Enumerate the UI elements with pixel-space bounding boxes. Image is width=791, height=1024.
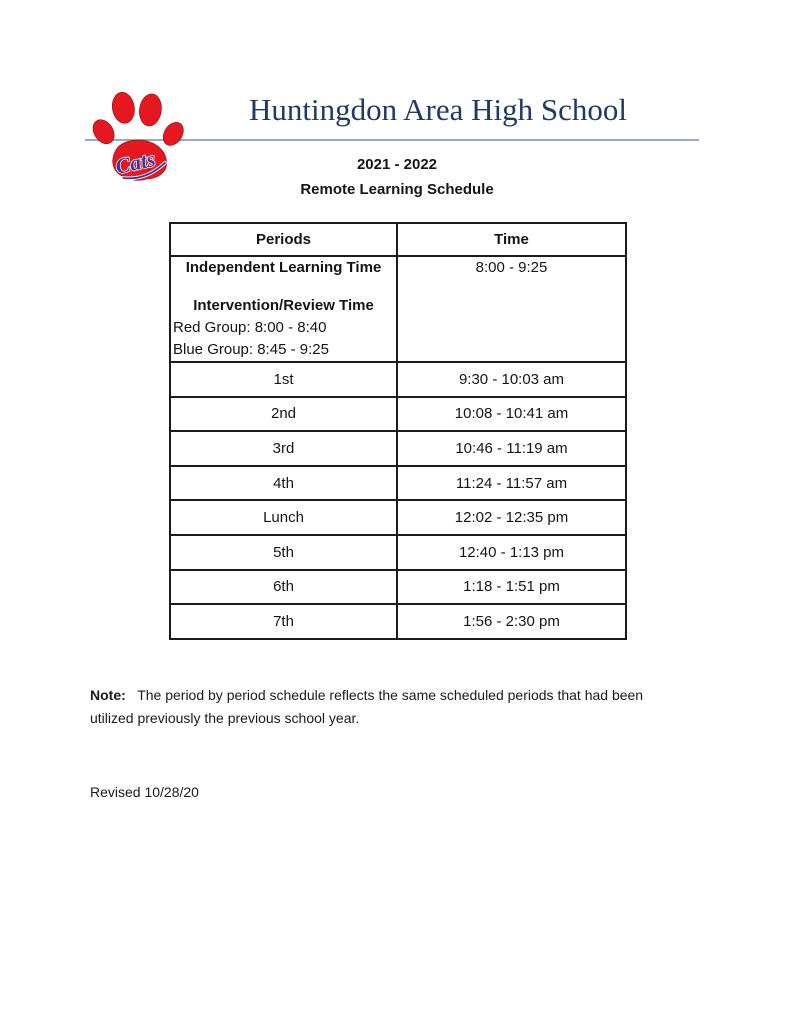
independent-learning-cell — [170, 256, 397, 362]
schedule-name: Remote Learning Schedule — [300, 181, 494, 198]
table-row — [170, 535, 626, 570]
note-label: Note: — [90, 687, 126, 703]
period-cell: 1st — [170, 362, 397, 397]
time-cell: 12:40 - 1:13 pm — [397, 535, 626, 570]
independent-learning-title: Independent Learning Time — [185, 259, 382, 276]
table-header-row — [170, 223, 626, 256]
note-text: The period by period schedule reflects the same scheduled periods that had been utilized previously the previous school year. — [90, 687, 644, 726]
table-row — [170, 466, 626, 501]
schedule-subtitle — [169, 152, 625, 202]
table-row — [170, 397, 626, 432]
time-cell: 10:46 - 11:19 am — [397, 431, 626, 466]
spacer — [171, 279, 396, 295]
periods-column-header: Periods — [170, 223, 397, 256]
independent-learning-row — [170, 256, 626, 362]
time-cell: 12:02 - 12:35 pm — [397, 500, 626, 535]
schedule-table — [169, 222, 627, 640]
revised-date: Revised 10/28/20 — [90, 784, 199, 800]
time-cell: 9:30 - 10:03 am — [397, 362, 626, 397]
period-cell: Lunch — [170, 500, 397, 535]
table-row — [170, 362, 626, 397]
time-cell: 11:24 - 11:57 am — [397, 466, 626, 501]
time-column-header: Time — [397, 223, 626, 256]
time-cell: 10:08 - 10:41 am — [397, 397, 626, 432]
period-cell: 3rd — [170, 431, 397, 466]
note — [90, 684, 672, 730]
schedule-year: 2021 - 2022 — [356, 156, 438, 173]
red-group-line: Red Group: 8:00 - 8:40 — [173, 319, 327, 336]
table-row — [170, 431, 626, 466]
period-cell: 4th — [170, 466, 397, 501]
period-cell: 2nd — [170, 397, 397, 432]
time-cell: 1:18 - 1:51 pm — [397, 570, 626, 605]
table-row — [170, 500, 626, 535]
page-title: Huntingdon Area High School — [249, 92, 627, 127]
blue-group-line: Blue Group: 8:45 - 9:25 — [173, 341, 329, 358]
period-cell: 7th — [170, 604, 397, 639]
period-cell: 6th — [170, 570, 397, 605]
table-row — [170, 604, 626, 639]
intervention-review-title: Intervention/Review Time — [193, 297, 374, 314]
table-row — [170, 570, 626, 605]
schedule-rows — [170, 256, 626, 639]
period-cell: 5th — [170, 535, 397, 570]
time-cell: 1:56 - 2:30 pm — [397, 604, 626, 639]
independent-learning-time: 8:00 - 9:25 — [397, 256, 626, 362]
logo-cats-text: Cats — [113, 147, 158, 179]
